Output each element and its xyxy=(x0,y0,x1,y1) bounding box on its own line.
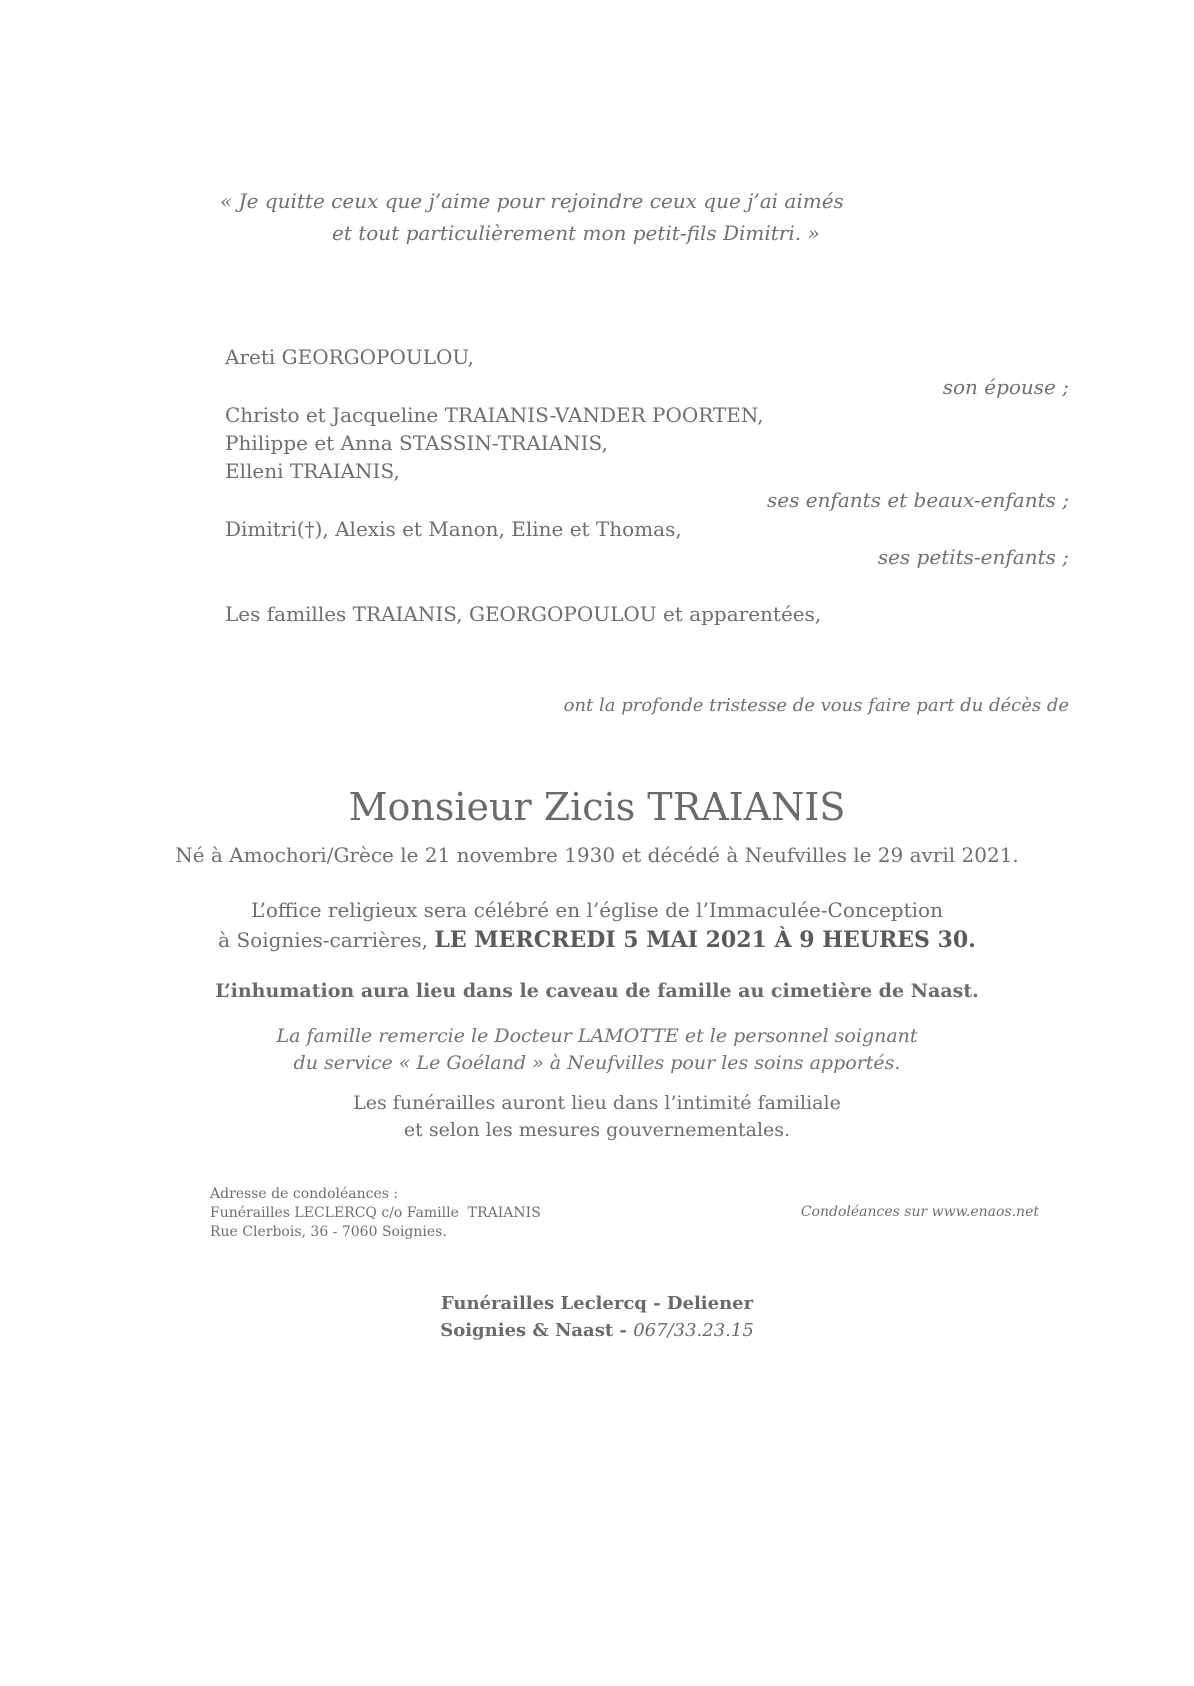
children-relation: ses enfants et beaux-enfants ; xyxy=(767,488,1069,512)
announcement-line: ont la profonde tristesse de vous faire part du décès de xyxy=(563,695,1069,716)
grandchildren-relation: ses petits-enfants ; xyxy=(877,545,1069,569)
child-line-2: Philippe et Anna STASSIN-TRAIANIS, xyxy=(225,431,608,455)
funeral-company xyxy=(0,1290,1194,1344)
family-thanks xyxy=(0,1023,1194,1077)
service-location: à Soignies-carrières, xyxy=(218,928,429,952)
service-datetime: LE MERCREDI 5 MAI 2021 À 9 HEURES 30. xyxy=(434,927,976,953)
company-location: Soignies & Naast - xyxy=(440,1320,627,1341)
service-line-1: L’office religieux sera célébré en l’église de l’Immaculée-Conception xyxy=(251,898,943,922)
epitaph-quote xyxy=(220,185,844,249)
condolence-website: Condoléances sur www.enaos.net xyxy=(800,1204,1039,1220)
condolence-address-line-2: Rue Clerbois, 36 - 7060 Soignies. xyxy=(210,1224,447,1240)
spouse-relation: son épouse ; xyxy=(942,375,1069,399)
child-line-3: Elleni TRAIANIS, xyxy=(225,459,400,483)
condolence-address-label: Adresse de condoléances : xyxy=(210,1186,399,1202)
condolence-address xyxy=(210,1185,541,1242)
thanks-line-2: du service « Le Goéland » à Neufvilles pour les soins apportés. xyxy=(293,1052,901,1074)
extended-families: Les familles TRAIANIS, GEORGOPOULOU et apparentées, xyxy=(225,602,822,626)
quote-line-2: et tout particulièrement mon petit-fils Dimitri. » xyxy=(332,221,820,245)
service-line-2 xyxy=(0,925,1194,955)
funeral-notice xyxy=(0,1090,1194,1144)
company-phone: 067/33.23.15 xyxy=(633,1320,754,1341)
company-contact xyxy=(0,1317,1194,1344)
child-line-1: Christo et Jacqueline TRAIANIS-VANDER POORTEN, xyxy=(225,403,764,427)
funeral-line-2: et selon les mesures gouvernementales. xyxy=(403,1119,791,1141)
company-name: Funérailles Leclercq - Deliener xyxy=(440,1293,754,1314)
deceased-name: Monsieur Zicis TRAIANIS xyxy=(348,785,846,829)
thanks-line-1: La famille remercie le Docteur LAMOTTE et le personnel soignant xyxy=(276,1025,918,1047)
burial-info: L’inhumation aura lieu dans le caveau de famille au cimetière de Naast. xyxy=(215,980,979,1002)
condolence-address-line-1: Funérailles LECLERCQ c/o Famille TRAIANIS xyxy=(210,1205,541,1221)
funeral-line-1: Les funérailles auront lieu dans l’intimité familiale xyxy=(353,1092,841,1114)
grandchildren-names: Dimitri(†), Alexis et Manon, Eline et Thomas, xyxy=(225,517,682,541)
birth-death-info: Né à Amochori/Grèce le 21 novembre 1930 et décédé à Neufvilles le 29 avril 2021. xyxy=(175,843,1019,867)
spouse-name: Areti GEORGOPOULOU, xyxy=(225,345,474,369)
religious-service xyxy=(0,895,1194,955)
quote-line-1: « Je quitte ceux que j’aime pour rejoindre ceux que j’ai aimés xyxy=(220,189,844,213)
